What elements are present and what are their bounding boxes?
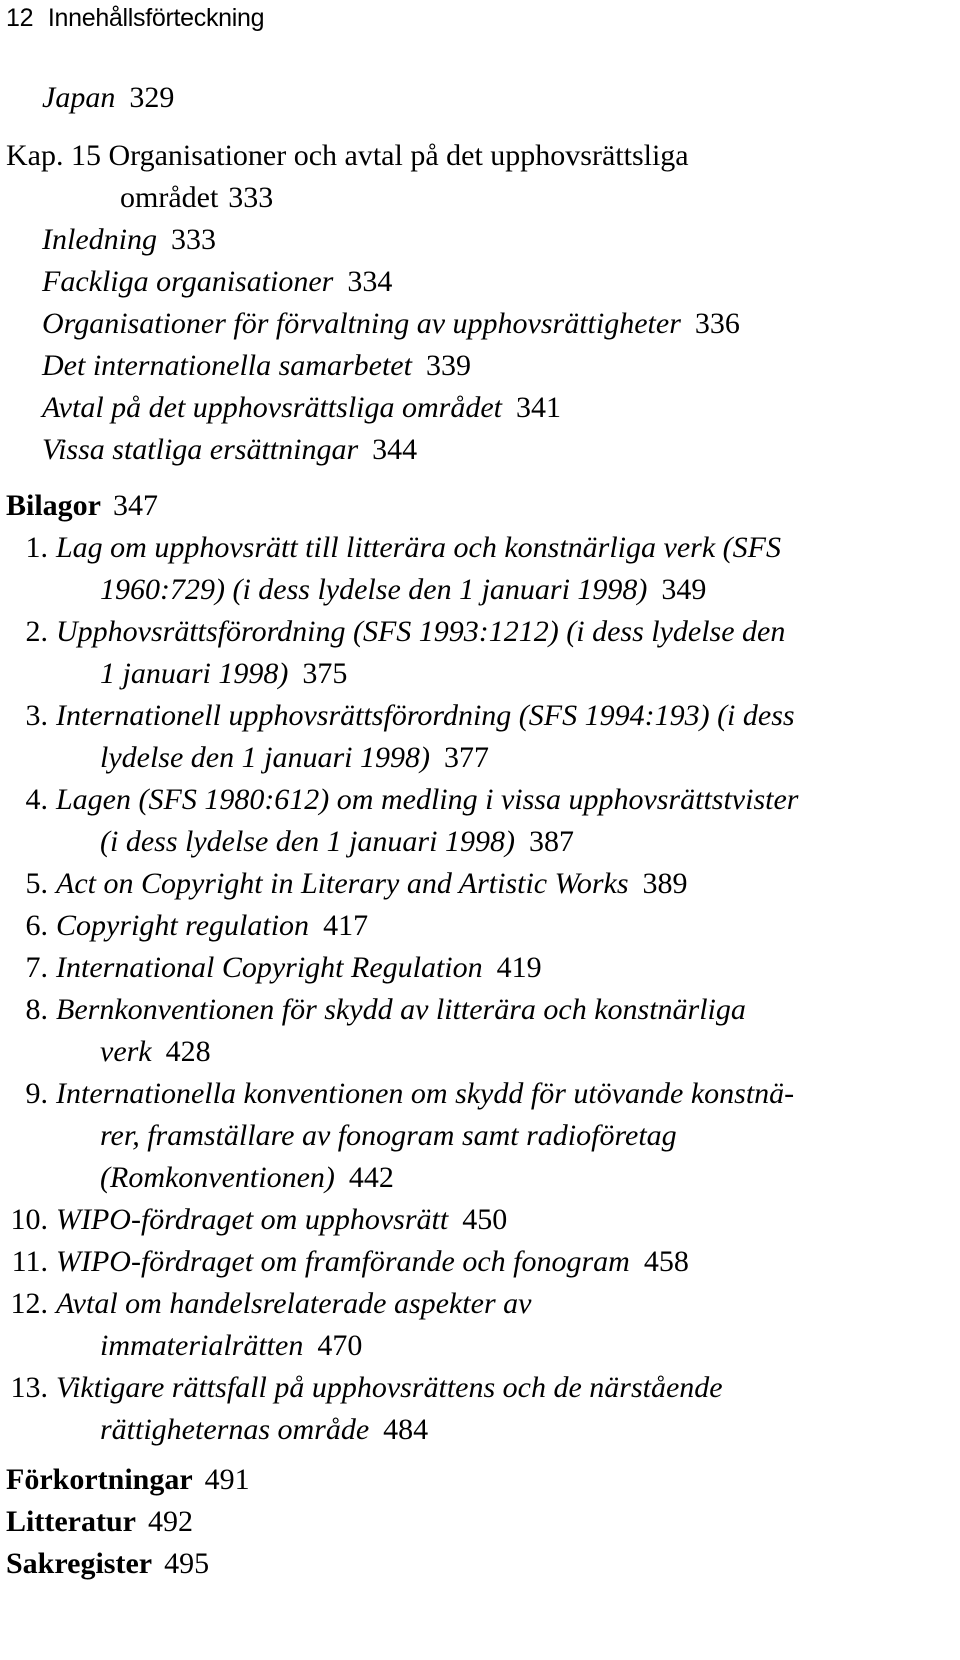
- item-title: Lag om upphovsrätt till litterära och konstnärliga verk (SFS: [56, 531, 781, 564]
- item-title-cont: (Romkonventionen): [100, 1161, 335, 1194]
- appendix-item: [0, 908, 368, 944]
- item-title-cont: (i dess lydelse den 1 januari 1998): [100, 825, 515, 858]
- item-number: 8.: [25, 993, 48, 1026]
- item-title: WIPO-fördraget om upphovsrätt: [56, 1203, 449, 1236]
- bilagor-title: Bilagor: [6, 489, 101, 522]
- item-title: International Copyright Regulation: [56, 951, 483, 984]
- appendix-item-cont: [100, 1412, 428, 1448]
- item-page: 417: [323, 909, 369, 942]
- item-number: 4.: [25, 783, 48, 816]
- running-header: [6, 4, 264, 33]
- appendix-item-cont: [100, 1118, 677, 1154]
- appendix-item: [0, 698, 795, 734]
- item-number: 5.: [25, 867, 48, 900]
- item-title: WIPO-fördraget om framförande och fonogram: [56, 1245, 630, 1278]
- item-page: 389: [642, 867, 688, 900]
- item-title: Internationell upphovsrättsförordning (SFS 1994:193) (i dess: [56, 699, 795, 732]
- section-page: 334: [347, 265, 393, 298]
- backmatter-title: Förkortningar: [6, 1463, 193, 1496]
- item-number: 12.: [10, 1287, 48, 1320]
- appendix-item: [0, 530, 781, 566]
- item-page: 458: [643, 1245, 689, 1278]
- item-page: 375: [302, 657, 348, 690]
- appendix-item-cont: [100, 572, 706, 608]
- item-number: 6.: [25, 909, 48, 942]
- backmatter-entry: [6, 1546, 209, 1582]
- appendix-item-cont: [100, 824, 574, 860]
- section-title: Det internationella samarbetet: [42, 349, 412, 382]
- appendix-item: [0, 1202, 507, 1238]
- bilagor-heading: [6, 488, 158, 524]
- item-number: 13.: [10, 1371, 48, 1404]
- section-page: 344: [372, 433, 418, 466]
- item-title: Act on Copyright in Literary and Artistic Works: [56, 867, 629, 900]
- item-page: 470: [317, 1329, 363, 1362]
- bilagor-page: 347: [113, 489, 158, 522]
- item-number: 1.: [25, 531, 48, 564]
- appendix-item-cont: [100, 1328, 362, 1364]
- section-title: Avtal på det upphovsrättsliga området: [42, 391, 502, 424]
- appendix-item: [0, 1244, 689, 1280]
- item-page: 450: [462, 1203, 508, 1236]
- item-number: 11.: [11, 1245, 48, 1278]
- item-page: 442: [348, 1161, 394, 1194]
- item-title-cont: 1 januari 1998): [100, 657, 289, 690]
- item-title: Avtal om handelsrelaterade aspekter av: [56, 1287, 532, 1320]
- appendix-item-cont: [100, 656, 347, 692]
- item-page: 428: [165, 1035, 211, 1068]
- section-entry: [42, 390, 561, 426]
- appendix-item: [0, 1076, 794, 1112]
- section-title: Vissa statliga ersättningar: [42, 433, 359, 466]
- item-page: 349: [661, 573, 707, 606]
- item-number: 3.: [25, 699, 48, 732]
- item-title-cont: rer, framställare av fonogram samt radioföretag: [100, 1119, 677, 1152]
- appendix-item-cont: [100, 1034, 211, 1070]
- header-page-number: 12: [6, 4, 34, 32]
- section-entry: [42, 264, 392, 300]
- item-number: 9.: [25, 1077, 48, 1110]
- item-page: 484: [383, 1413, 429, 1446]
- item-title-cont: lydelse den 1 januari 1998): [100, 741, 430, 774]
- section-entry: [42, 432, 417, 468]
- section-title: Organisationer för förvaltning av upphovsrättigheter: [42, 307, 681, 340]
- backmatter-page: 492: [147, 1505, 193, 1538]
- section-page: 336: [694, 307, 740, 340]
- chapter-heading-cont: [120, 180, 273, 216]
- item-title: Copyright regulation: [56, 909, 310, 942]
- item-title: Bernkonventionen för skydd av litterära och konstnärliga: [56, 993, 746, 1026]
- backmatter-title: Sakregister: [6, 1547, 153, 1580]
- toc-entry: [42, 80, 174, 116]
- chapter-label-cont: området: [120, 181, 219, 214]
- appendix-item: [0, 950, 542, 986]
- item-number: 7.: [25, 951, 48, 984]
- item-title-cont: rättigheternas område: [100, 1413, 370, 1446]
- section-entry: [42, 222, 216, 258]
- item-title: Viktigare rättsfall på upphovsrättens och de närstående: [56, 1371, 723, 1404]
- section-entry: [42, 306, 740, 342]
- entry-page: 329: [129, 81, 175, 114]
- section-entry: [42, 348, 471, 384]
- appendix-item-cont: [100, 1160, 394, 1196]
- appendix-item: [0, 782, 798, 818]
- item-title-cont: verk: [100, 1035, 152, 1068]
- item-number: 2.: [25, 615, 48, 648]
- item-number: 10.: [10, 1203, 48, 1236]
- chapter-heading: [6, 138, 689, 174]
- backmatter-entry: [6, 1504, 193, 1540]
- item-title: Internationella konventionen om skydd för utövande konstnä-: [56, 1077, 795, 1110]
- appendix-item: [0, 1286, 531, 1322]
- section-title: Fackliga organisationer: [42, 265, 334, 298]
- section-page: 333: [170, 223, 216, 256]
- appendix-item: [0, 866, 688, 902]
- item-title-cont: immaterialrätten: [100, 1329, 304, 1362]
- header-title: Innehållsförteckning: [47, 4, 265, 32]
- appendix-item: [0, 614, 785, 650]
- backmatter-page: 491: [204, 1463, 250, 1496]
- entry-title: Japan: [42, 81, 116, 114]
- backmatter-title: Litteratur: [6, 1505, 136, 1538]
- appendix-item: [0, 1370, 723, 1406]
- section-title: Inledning: [42, 223, 157, 256]
- section-page: 339: [425, 349, 471, 382]
- appendix-item-cont: [100, 740, 489, 776]
- appendix-item: [0, 992, 746, 1028]
- chapter-page: 333: [228, 181, 274, 214]
- item-page: 387: [528, 825, 574, 858]
- backmatter-entry: [6, 1462, 250, 1498]
- item-page: 419: [496, 951, 542, 984]
- chapter-label: Kap. 15 Organisationer och avtal på det upphovsrättsliga: [6, 139, 689, 172]
- item-title: Upphovsrättsförordning (SFS 1993:1212) (i dess lydelse den: [56, 615, 786, 648]
- backmatter-page: 495: [164, 1547, 210, 1580]
- section-page: 341: [515, 391, 561, 424]
- item-page: 377: [443, 741, 489, 774]
- item-title-cont: 1960:729) (i dess lydelse den 1 januari 1998): [100, 573, 648, 606]
- item-title: Lagen (SFS 1980:612) om medling i vissa upphovsrättstvister: [56, 783, 799, 816]
